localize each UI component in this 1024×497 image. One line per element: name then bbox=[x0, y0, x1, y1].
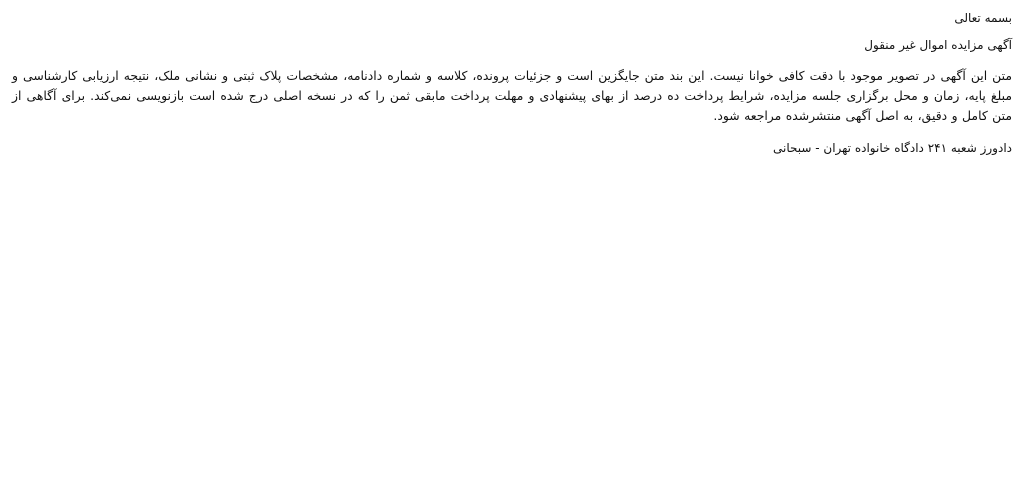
notice-header: بسمه تعالی bbox=[954, 11, 1012, 25]
notice-signature: دادورز شعبه ۲۴۱ دادگاه خانواده تهران - سبحانی bbox=[773, 141, 1012, 155]
notice-title: آگهی مزایده اموال غیر منقول bbox=[864, 38, 1012, 52]
auction-notice bbox=[12, 6, 1012, 491]
notice-body: متن این آگهی در تصویر موجود با دقت کافی خوانا نیست. این بند متن جایگزین است و جزئیات پرونده، کلاسه و شماره دادنامه، مشخصات پلاک ثبتی و نشانی ملک، نتیجه ارزیابی کارشناسی و مبلغ پایه، زمان و محل برگزاری جلسه مزایده، شرایط پرداخت ده درصد از بهای پیشنهادی و مهلت پرداخت مابقی ثمن را که در نسخه اصلی درج شده است بازنویسی نمی‌کند. برای آگاهی از متن کامل و دقیق، به اصل آگهی منتشرشده مراجعه شود. bbox=[12, 68, 1012, 123]
